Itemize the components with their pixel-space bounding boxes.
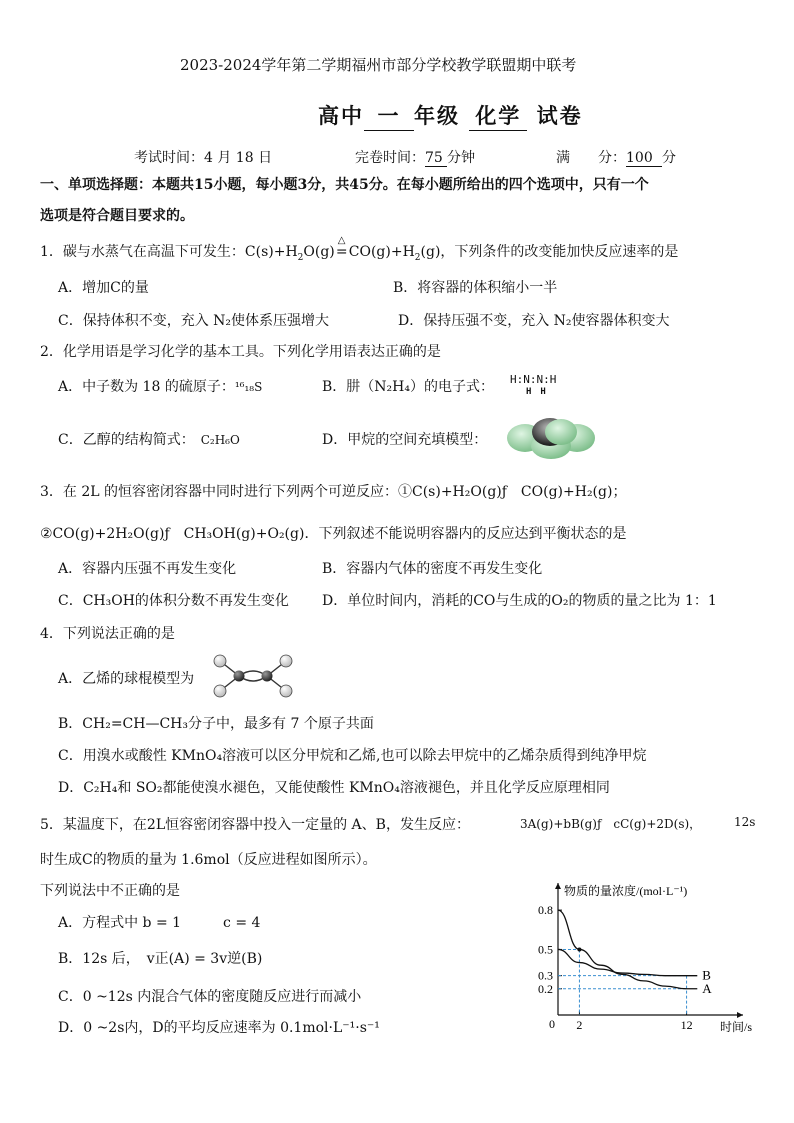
paper-title-prefix: 高中	[318, 103, 364, 128]
q2-option-a-text: A．中子数为 18 的硫原子：	[58, 379, 235, 395]
paper-title-suffix: 试卷	[536, 103, 583, 128]
x-tick-label: 12	[680, 1018, 693, 1032]
q1-stem-d: (g)，下列条件的改变能加快反应速率的是	[420, 244, 679, 260]
q4-option-b: B．CH₂=CH—CH₃分子中，最多有 7 个原子共面	[58, 716, 374, 732]
series-A-label: A	[702, 980, 712, 996]
ethylene-ball-stick-model	[208, 652, 298, 700]
q4-option-c: C．用溴水或酸性 KMnO₄溶液可以区分甲烷和乙烯,也可以除去甲烷中的乙烯杂质得到纯净甲烷	[58, 748, 647, 764]
y-tick-label: 0.8	[538, 903, 553, 918]
q1-option-c: C．保持体积不变，充入 N₂使体系压强增大	[58, 313, 330, 329]
origin-label: 0	[549, 1017, 555, 1031]
q2-option-a-formula: ¹⁶₁₈S	[234, 380, 263, 394]
point-a-2s	[577, 947, 581, 951]
score-label: 满 分：	[556, 150, 626, 166]
hydrazine-formula-bottom: HH	[526, 387, 555, 397]
q5-line1: 5．某温度下，在2L恒容密闭容器中投入一定量的 A、B，发生反应：	[40, 817, 470, 833]
concentration-time-chart	[520, 880, 770, 1040]
hydrazine-formula-top: H:N:N:H	[510, 373, 557, 386]
q4-option-a: A．乙烯的球棍模型为	[58, 671, 195, 687]
q2-option-d: D．甲烷的空间充填模型：	[322, 432, 488, 448]
q4-option-d: D．C₂H₄和 SO₂都能使溴水褪色，又能使酸性 KMnO₄溶液褪色，并且化学反应原理相同	[58, 780, 610, 796]
y-axis-arrow	[555, 883, 561, 889]
q2-option-c	[58, 429, 240, 449]
y-tick-label: 0.3	[538, 968, 553, 983]
x-tick-label: 2	[576, 1018, 583, 1032]
series-B-label: B	[702, 967, 711, 983]
q3-option-b: B．容器内气体的密度不再发生变化	[322, 561, 543, 577]
q2-stem: 2．化学用语是学习化学的基本工具。下列化学用语表达正确的是	[40, 344, 441, 360]
paper-title-grade-suffix: 年级	[414, 103, 460, 128]
q5-equation: 3A(g)+bB(g)ƒ cC(g)+2D(s)，	[520, 817, 702, 831]
q3-option-d: D．单位时间内，消耗的CO与生成的O₂的物质的量之比为 1：1	[322, 593, 717, 609]
duration	[355, 147, 475, 167]
q1-stem: 1．碳与水蒸气在高温下可发生：$C(s)+H_2O(g)$ △ $=CO(g)+H_2(g)$，下列条件的改变能加快反应速率的是	[40, 235, 679, 263]
section1-heading-line1: 一、单项选择题：本题共15小题，每小题3分，共45分。在每小题所给出的四个选项中，只有一个	[40, 177, 649, 193]
exam-title: 2023-2024学年第二学期福州市部分学校教学联盟期中联考	[180, 56, 577, 74]
section1-heading-line2: 选项是符合题目要求的。	[40, 208, 194, 224]
q2-option-c-formula: C₂H₆O	[200, 433, 240, 447]
full-score	[556, 147, 676, 167]
q3-option-a: A．容器内压强不再发生变化	[58, 561, 237, 577]
duration-value: 75	[425, 150, 447, 167]
score-unit: 分	[662, 150, 676, 166]
q1-stem-a: 1．碳与水蒸气在高温下可发生：C(s)+H	[40, 244, 298, 260]
x-axis-label: 时间/s	[720, 1020, 753, 1034]
score-value: 100	[626, 150, 662, 167]
q5-option-d: D．0 ~2s内，D的平均反应速率为 0.1mol·L⁻¹·s⁻¹	[58, 1020, 380, 1036]
q5-line3: 下列说法中不正确的是	[40, 883, 180, 899]
q3-line1: 3．在 2L 的恒容密闭容器中同时进行下列两个可逆反应：①C(s)+H₂O(g)ƒ CO(g)+H₂(g)；	[40, 484, 627, 500]
hydrazine-electron-formula	[510, 374, 556, 398]
q5-option-b: B．12s 后， v正(A) = 3v逆(B)	[58, 951, 263, 967]
q1-stem-b: O(g)	[303, 244, 335, 260]
q3-option-c: C．CH₃OH的体积分数不再发生变化	[58, 593, 289, 609]
duration-unit: 分钟	[447, 150, 475, 166]
exam-time: 考试时间：4 月 18 日	[134, 150, 273, 166]
q1-option-d: D．保持压强不变，充入 N₂使容器体积变大	[398, 313, 670, 329]
q5-option-a: A．方程式中 b = 1 c = 4	[58, 915, 261, 931]
q5-option-c: C．0 ~12s 内混合气体的密度随反应进行而减小	[58, 989, 362, 1005]
series-B-line	[558, 949, 697, 975]
paper-title-subject: 化学	[469, 100, 527, 131]
q2-option-c-text: C．乙醇的结构简式：	[58, 432, 195, 448]
q2-option-b-text: B．肼（N₂H₄）的电子式：	[322, 379, 494, 395]
q1-option-a: A．增加C的量	[58, 280, 149, 296]
q2-option-b	[322, 376, 494, 396]
q2-option-a	[58, 376, 262, 396]
x-axis-arrow	[737, 1012, 743, 1018]
y-axis-label: 物质的量浓度/(mol·L⁻¹)	[564, 884, 688, 898]
q5-line2: 时生成C的物质的量为 1.6mol（反应进程如图所示）。	[40, 852, 377, 868]
y-tick-label: 0.2	[538, 981, 553, 996]
heat-equals-symbol: △ =	[335, 235, 348, 260]
duration-label: 完卷时间：	[355, 150, 425, 166]
q5-time: 12s	[734, 815, 756, 829]
q4-stem: 4．下列说法正确的是	[40, 626, 175, 642]
y-tick-label: 0.5	[538, 942, 553, 957]
methane-space-filling-model	[505, 410, 597, 460]
paper-title-grade: 一	[364, 100, 414, 131]
q3-line2: ②CO(g)+2H₂O(g)ƒ CH₃OH(g)+O₂(g)．下列叙述不能说明容器内的反应达到平衡状态的是	[40, 526, 627, 542]
q1-stem-c: CO(g)+H	[348, 244, 415, 260]
q1-option-b: B．将容器的体积缩小一半	[393, 280, 558, 296]
paper-title	[318, 100, 583, 131]
